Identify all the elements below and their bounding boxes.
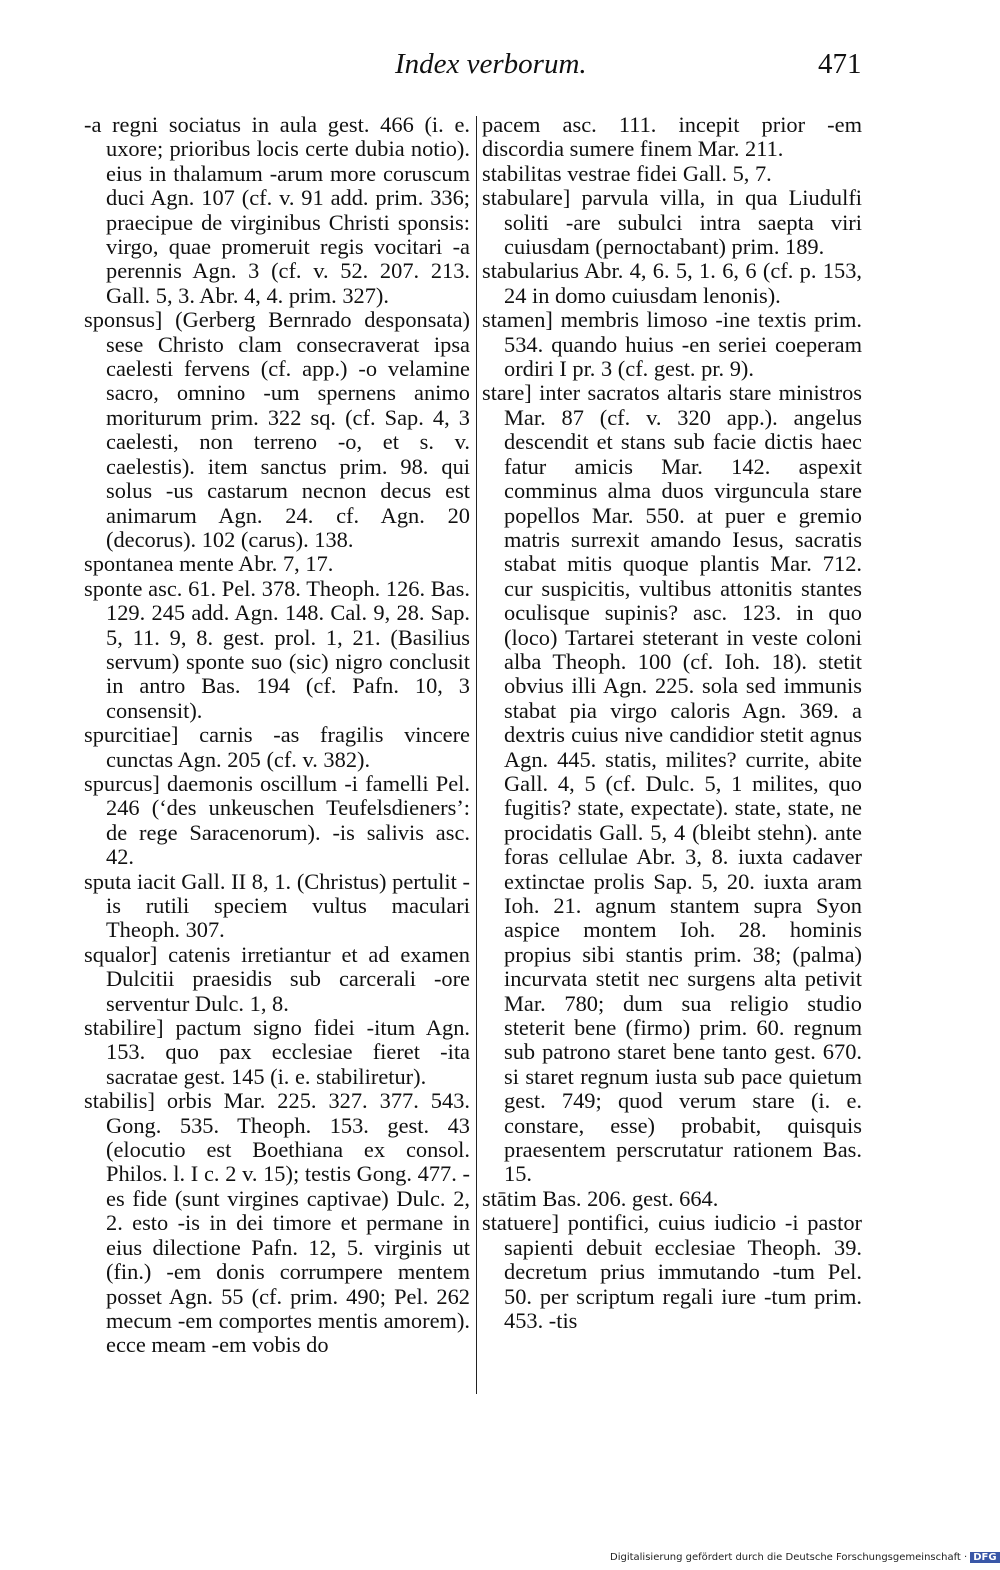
index-entry: stabulare] parvula villa, in qua Liudulfi soliti -are subulci intra saepta viri cuiusdam (pernoctabant) prim. 189. xyxy=(482,185,862,260)
right-column xyxy=(482,113,862,1333)
index-entry: statuere] pontifici, cuius iudicio -i pastor sapienti debuit ecclesiae Theoph. 39. decretum prius immutando -tum Pel. 50. per scriptum regali iure -tum prim. 453. -tis xyxy=(482,1210,862,1333)
index-entry: stamen] membris limoso -ine textis prim. 534. quando huius -en seriei coeperam ordiri I pr. 3 (cf. gest. pr. 9). xyxy=(482,307,862,382)
index-entry: spurcus] daemonis oscillum -i famelli Pel. 246 (‘des unkeuschen Teufelsdieners’: de rege Saracenorum). -is salivis asc. 42. xyxy=(84,770,470,870)
index-entry: spontanea mente Abr. 7, 17. xyxy=(84,551,334,577)
running-title: Index verborum. xyxy=(395,48,587,80)
index-entry: stabilis] orbis Mar. 225. 327. 377. 543. Gong. 535. Theoph. 153. gest. 43 (elocutio est Boethiana ex consol. Philos. l. I c. 2 v. 15); testis Gong. 477. -es fide (sunt virgines captivae) Dulc. 2, 2. esto -is in dei timore et permane in eius dilectione Pafn. 12, 5. virginis ut (fin.) -em donis corrumpere mentem posset Agn. 55 (cf. prim. 490; Pel. 262 mecum -em comportes mentis amorem). ecce meam -em vobis do xyxy=(84,1088,470,1358)
index-entry: sponsus] (Gerberg Bernrado desponsata) sese Christo clam consecraverat ipsa caelesti fervens (cf. app.) -o velamine sacro, omnino -um spernens animo moriturum prim. 322 sq. (cf. Sap. 4, 3 caelesti, non terreno -o, et s. v. caelestis). item sanctus prim. 98. qui solus -us castarum necnon decus est animarum Agn. 24. cf. Agn. 20 (decorus). 102 (carus). 138. xyxy=(84,307,470,552)
index-entry: stare] inter sacratos altaris stare ministros Mar. 87 (cf. v. 320 app.). angelus descendit et stans sub facie dictis haec fatur amicis Mar. 142. aspexit comminus alma duos virguncula stare popellos Mar. 550. at puer e gremio matris surrexit amando Iesus, sacratis stabat mitis quoque plantis Mar. 712. cur suspicitis, vultibus attonitis stantes oculisque supinis? asc. 123. in quo (loco) Tartarei steterant in veste coloni alba Theoph. 100 (cf. Ioh. 18). stetit obvius illi Agn. 225. sola sed immunis stabat pia virgo caloris Agn. 369. a dextris cuius nive candidior stetit agnus Agn. 445. statis, milites? currite, abite Gall. 4, 5 (cf. Dulc. 5, 1 milites, quo fugitis? state, expectate). state, state, ne procidatis Gall. 5, 4 (bleibt stehn). ante foras cellulae Abr. 3, 8. iuxta cadaver extinctae prolis Sap. 5, 20. iuxta aram Ioh. 21. agnum stantem supra Syon aspice montem Ioh. 28. hominis propius sibi stantis prim. 38; (palma) incurvata stetit nec surgens alta petivit Mar. 780; dum sua religio studio steterit bene (firmo) prim. 60. regnum sub patrono staret bene tanto gest. 670. si staret regnum iusta sub pace quietum gest. 749; quod verum stare (i. e. constare, esse) probabit, quisquis praesentem perscrutatur rationem Bas. 15. xyxy=(482,380,862,1187)
index-entry: stabularius Abr. 4, 6. 5, 1. 6, 6 (cf. p. 153, 24 in domo cuiusdam lenonis). xyxy=(482,258,862,308)
credit-text: Digitalisierung gefördert durch die Deutsche Forschungsgemeinschaft · xyxy=(610,1552,968,1563)
index-entry: sputa iacit Gall. II 8, 1. (Christus) pertulit -is rutili speciem vultus maculari Theoph. 307. xyxy=(84,868,470,943)
page-number: 471 xyxy=(818,48,862,80)
left-column xyxy=(84,113,470,1358)
column-divider xyxy=(476,116,477,1394)
index-entry: sponte asc. 61. Pel. 378. Theoph. 126. Bas. 129. 245 add. Agn. 148. Cal. 9, 28. Sap. 5, 11. 9, 8. gest. prol. 1, 21. (Basilius servum) sponte suo (sic) nigro conclusit in antro Bas. 194 (cf. Pafn. 10, 3 consensit). xyxy=(84,575,470,723)
page-header xyxy=(0,48,1000,88)
index-entry: stabilire] pactum signo fidei -itum Agn. 153. quo pax ecclesiae fieret -ita sacratae gest. 145 (i. e. stabiliretur). xyxy=(84,1015,470,1089)
index-entry: stātim Bas. 206. gest. 664. xyxy=(482,1185,719,1211)
index-entry: squalor] catenis irretiantur et ad examen Dulcitii praesidis sub carcerali -ore serventur Dulc. 1, 8. xyxy=(84,941,470,1016)
index-entry: pacem asc. 111. incepit prior -em discordia sumere finem Mar. 211. xyxy=(482,112,862,162)
index-entry: stabilitas vestrae fidei Gall. 5, 7. xyxy=(482,160,772,186)
index-entry: -a regni sociatus in aula gest. 466 (i. e. uxore; prioribus locis certe dubia notio). eius in thalamum -arum more coruscum duci Agn. 107 (cf. v. 91 add. prim. 336; praecipue de virginibus Christi sponsis: virgo, quae promeruit regis vocitari -a perennis Agn. 3 (cf. v. 52. 207. 213. Gall. 5, 3. Abr. 4, 4. prim. 327). xyxy=(84,112,470,308)
dfg-logo: DFG xyxy=(970,1552,999,1563)
digitization-credit xyxy=(610,1552,1000,1563)
index-entry: spurcitiae] carnis -as fragilis vincere cunctas Agn. 205 (cf. v. 382). xyxy=(84,722,470,772)
